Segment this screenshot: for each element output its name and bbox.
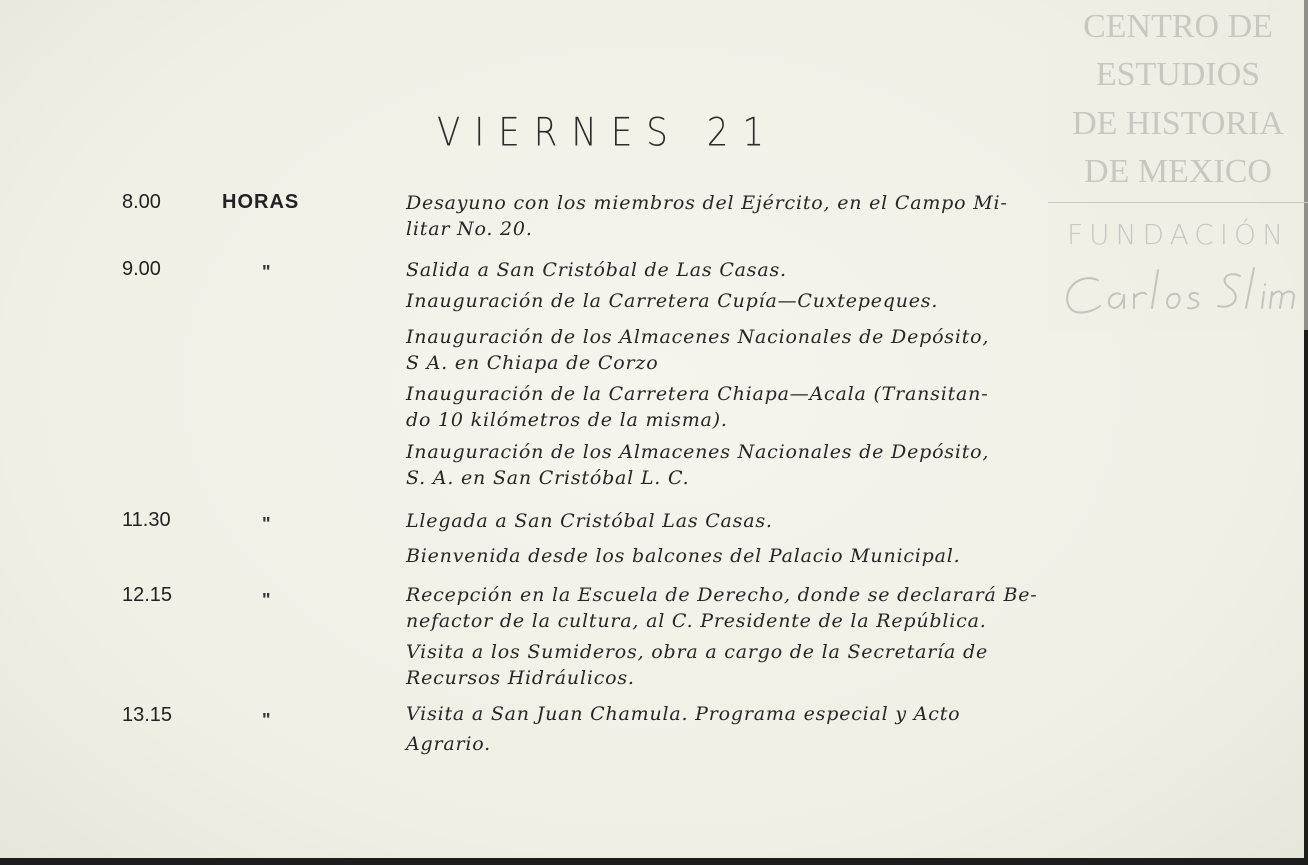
entry-line: Llegada a San Cristóbal Las Casas. bbox=[406, 510, 773, 532]
entry-line: Inauguración de los Almacenes Nacionales de Depósito, bbox=[406, 326, 990, 348]
entry-line: S. A. en San Cristóbal L. C. bbox=[406, 467, 690, 489]
signature-logo bbox=[1058, 262, 1298, 322]
entry-line: Agrario. bbox=[406, 733, 491, 755]
ditto-mark: " bbox=[262, 514, 271, 534]
entry-line: nefactor de la cultura, al C. Presidente de la República. bbox=[406, 610, 987, 632]
entry-line: Inauguración de la Carretera Cupía—Cuxtepeques. bbox=[406, 290, 939, 312]
time-11-30: 11.30 bbox=[122, 509, 171, 531]
entry-line: Recursos Hidráulicos. bbox=[406, 667, 635, 689]
entry-line: litar No. 20. bbox=[406, 218, 533, 240]
watermark-line: CENTRO DE bbox=[1083, 8, 1273, 45]
watermark-line: ESTUDIOS bbox=[1095, 56, 1261, 93]
entry-line: Inauguración de la Carretera Chiapa—Acala (Transitan- bbox=[406, 383, 989, 405]
entry-line: Visita a San Juan Chamula. Programa especial y Acto bbox=[406, 703, 961, 725]
entry-line: Desayuno con los miembros del Ejército, en el Campo Mi- bbox=[406, 192, 1008, 214]
time-13-15: 13.15 bbox=[122, 704, 173, 726]
day-title: VIERNES 21 bbox=[437, 110, 778, 156]
watermark-divider bbox=[1048, 202, 1308, 203]
watermark-foundation: FUNDACIÓN bbox=[1066, 218, 1290, 251]
ditto-mark: " bbox=[262, 710, 271, 730]
hours-label: HORAS bbox=[222, 191, 300, 213]
time-12-15: 12.15 bbox=[122, 584, 173, 606]
entry-line: Inauguración de los Almacenes Nacionales de Depósito, bbox=[406, 441, 990, 463]
entry-line: Salida a San Cristóbal de Las Casas. bbox=[406, 259, 787, 281]
ditto-mark: " bbox=[262, 590, 271, 610]
entry-line: Recepción en la Escuela de Derecho, donde se declarará Be- bbox=[406, 584, 1038, 606]
time-8-00: 8.00 bbox=[122, 191, 161, 213]
watermark-line: DE HISTORIA bbox=[1072, 105, 1284, 142]
entry-line: do 10 kilómetros de la misma). bbox=[406, 409, 728, 431]
time-9-00: 9.00 bbox=[122, 258, 161, 280]
watermark-line: DE MEXICO bbox=[1084, 153, 1272, 190]
entry-line: S A. en Chiapa de Corzo bbox=[406, 352, 659, 374]
entry-line: Visita a los Sumideros, obra a cargo de la Secretaría de bbox=[406, 641, 988, 663]
entry-line: Bienvenida desde los balcones del Palacio Municipal. bbox=[406, 545, 961, 567]
ditto-mark: " bbox=[262, 262, 271, 282]
